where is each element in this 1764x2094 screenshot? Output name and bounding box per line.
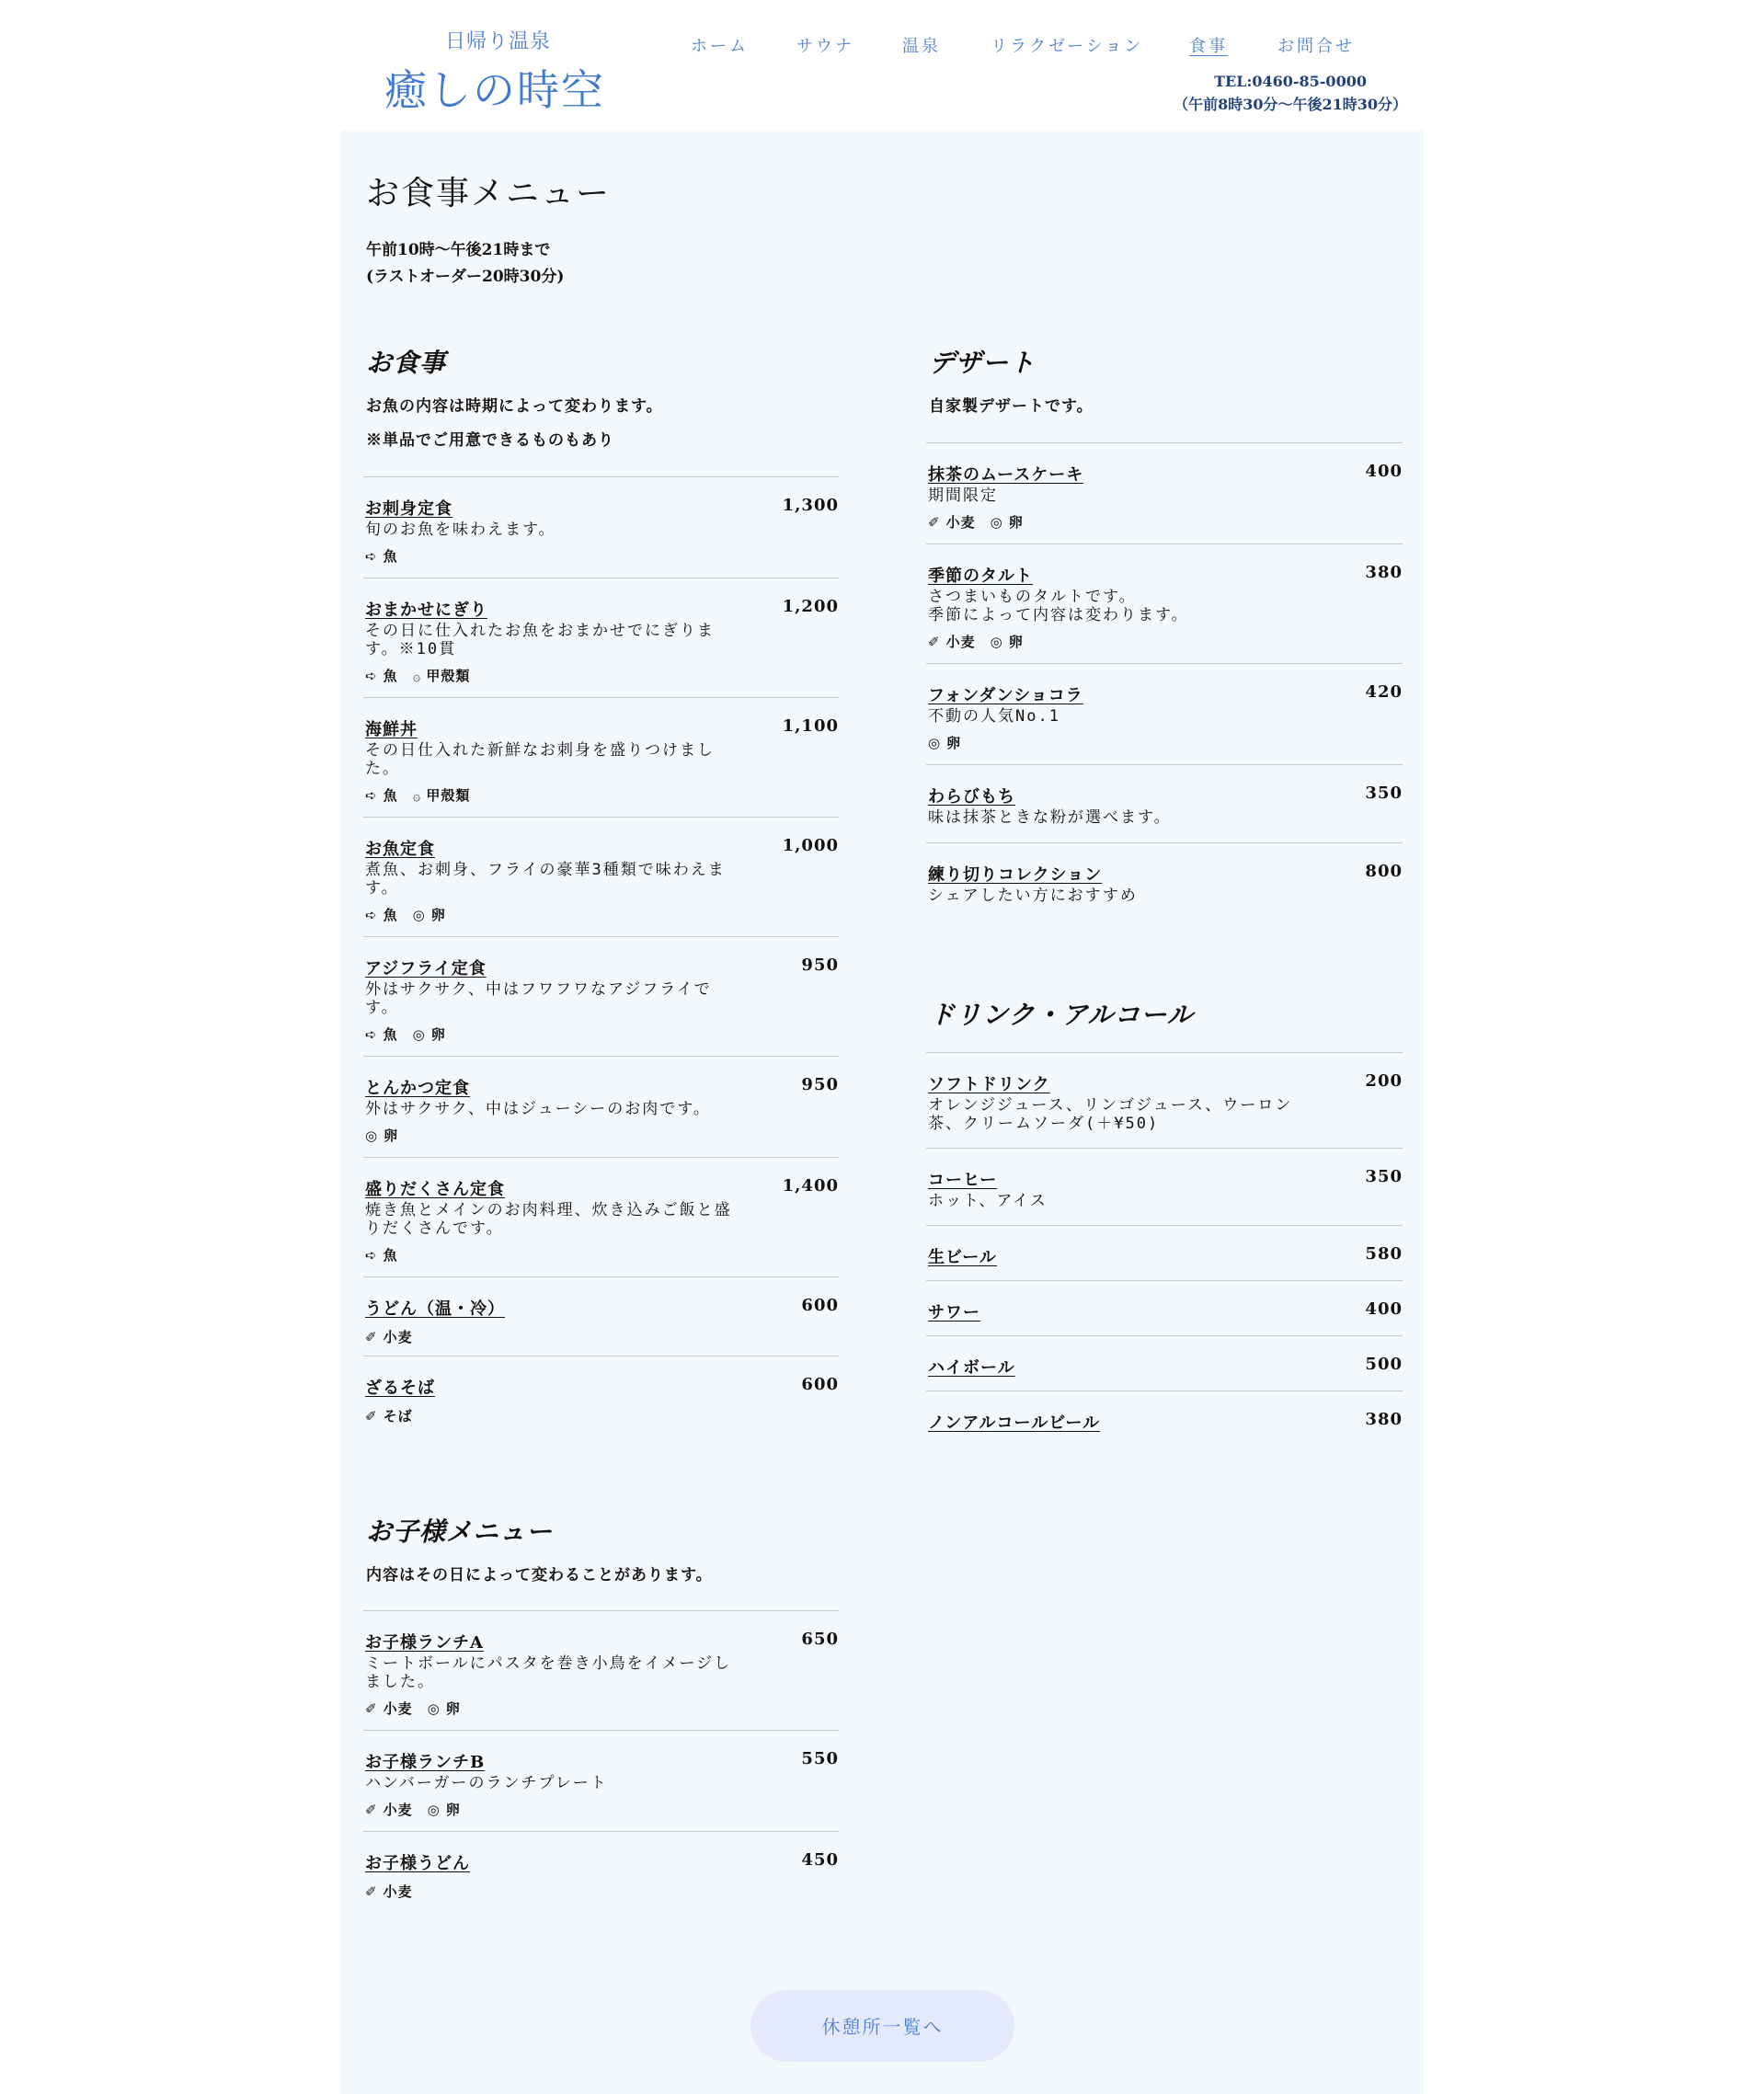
- menu-item-desc: 外はサクサク、中はジューシーのお肉です。: [365, 1100, 711, 1118]
- egg-icon: ◎: [412, 907, 426, 923]
- allergen-label: 魚: [383, 1247, 398, 1264]
- contact-info: [1174, 70, 1407, 116]
- allergen-tag: [413, 1026, 446, 1043]
- menu-item-name[interactable]: お子様うどん: [365, 1854, 470, 1873]
- menu-item-price: 650: [801, 1630, 839, 1649]
- menu-item: [926, 1225, 1403, 1280]
- menu-item: [926, 1390, 1403, 1446]
- allergen-label: 卵: [1008, 634, 1024, 650]
- menu-item: [363, 817, 839, 936]
- meals-title: お食事: [366, 348, 447, 378]
- menu-item: [363, 1056, 839, 1157]
- desserts-list: [926, 442, 1403, 921]
- menu-item-desc: さつまいものタルトです。 季節によって内容は変わります。: [928, 588, 1189, 624]
- menu-item: [363, 1730, 839, 1831]
- nav-home[interactable]: ホーム: [691, 37, 749, 56]
- allergen-tag: [365, 1700, 413, 1717]
- menu-item-name[interactable]: お刺身定食: [365, 499, 452, 519]
- nav-relaxation[interactable]: リラクゼーション: [991, 37, 1144, 56]
- menu-item-name[interactable]: フォンダンショコラ: [928, 686, 1083, 705]
- allergen-label: 魚: [383, 787, 398, 804]
- crustacean-icon: ۞: [412, 787, 421, 804]
- menu-item-price: 380: [1365, 1410, 1403, 1429]
- fish-icon: ➪: [365, 1026, 378, 1043]
- allergen-tag: [928, 735, 961, 751]
- menu-item: [926, 1052, 1403, 1148]
- allergen-tag: [365, 1127, 398, 1144]
- menu-item-price: 580: [1365, 1244, 1403, 1264]
- menu-item: [926, 663, 1403, 764]
- menu-item-desc: 味は抹茶ときな粉が選べます。: [928, 808, 1172, 827]
- menu-item: [363, 1157, 839, 1276]
- fish-icon: ➪: [365, 787, 378, 804]
- menu-item-name[interactable]: ざるそば: [365, 1379, 435, 1398]
- allergen-list: [365, 1327, 837, 1346]
- menu-item-desc: ハンバーガーのランチプレート: [365, 1774, 608, 1792]
- menu-item-price: 600: [801, 1375, 839, 1394]
- allergen-label: 卵: [946, 735, 962, 751]
- menu-item-price: 1,300: [782, 496, 839, 515]
- drinks-title: ドリンク・アルコール: [929, 1000, 1194, 1030]
- menu-item: [363, 1831, 839, 1910]
- rest-area-list-button[interactable]: 休憩所一覧へ: [750, 1990, 1014, 2062]
- menu-item-price: 1,100: [782, 716, 839, 736]
- menu-item-name[interactable]: お魚定食: [365, 840, 435, 859]
- fish-icon: ➪: [365, 1247, 378, 1264]
- menu-item-name[interactable]: とんかつ定食: [365, 1079, 470, 1098]
- drinks-list: [926, 1052, 1403, 1446]
- allergen-label: 小麦: [383, 1700, 413, 1717]
- egg-icon: ◎: [365, 1127, 379, 1144]
- menu-item-price: 400: [1365, 1299, 1403, 1319]
- desserts-desc-line: 自家製デザートです。: [929, 397, 1094, 416]
- allergen-tag: [365, 1408, 413, 1425]
- allergen-list: [365, 1245, 837, 1264]
- wheat-icon: ✐: [365, 1802, 378, 1818]
- meals-desc: [366, 390, 663, 458]
- menu-item-desc: 旬のお魚を味わえます。: [365, 521, 556, 539]
- menu-item-price: 550: [801, 1749, 839, 1768]
- nav-contact[interactable]: お問合せ: [1277, 37, 1355, 56]
- allergen-label: そば: [383, 1408, 413, 1425]
- allergen-label: 卵: [384, 1127, 399, 1144]
- allergen-tag: [928, 514, 976, 531]
- menu-item-desc: 不動の人気No.1: [928, 707, 1060, 726]
- menu-item-desc: その日に仕入れたお魚をおまかせでにぎります。※10貫: [365, 622, 715, 658]
- wheat-icon: ✐: [365, 1329, 378, 1345]
- allergen-label: 卵: [430, 907, 446, 923]
- menu-item-name[interactable]: コーヒー: [928, 1171, 998, 1190]
- allergen-list: [365, 905, 837, 924]
- menu-item-name[interactable]: わらびもち: [928, 787, 1015, 807]
- menu-item-name[interactable]: 季節のタルト: [928, 566, 1033, 586]
- allergen-list: [365, 1800, 837, 1819]
- fish-icon: ➪: [365, 668, 378, 684]
- menu-item-name[interactable]: 練り切りコレクション: [928, 865, 1103, 885]
- allergen-tag: [991, 514, 1024, 531]
- allergen-tag: [413, 907, 446, 923]
- egg-icon: ◎: [928, 735, 942, 751]
- allergen-tag: [365, 907, 398, 923]
- menu-item-desc: 期間限定: [928, 486, 998, 505]
- allergen-label: 魚: [383, 907, 398, 923]
- allergen-tag: [428, 1700, 461, 1717]
- crustacean-icon: ۞: [412, 668, 421, 684]
- menu-item-price: 450: [801, 1850, 839, 1870]
- meals-desc-line: ※単品でご用意できるものもあり: [366, 431, 614, 450]
- menu-item-desc: シェアしたい方におすすめ: [928, 887, 1138, 905]
- fish-icon: ➪: [365, 548, 378, 565]
- opening-hours: [366, 237, 564, 291]
- menu-item-name[interactable]: おまかせにぎり: [365, 601, 487, 620]
- menu-item-desc: ミートボールにパスタを巻き小鳥をイメージしました。: [365, 1654, 732, 1691]
- wheat-icon: ✐: [365, 1700, 378, 1717]
- egg-icon: ◎: [427, 1700, 441, 1717]
- nav-sauna[interactable]: サウナ: [796, 37, 854, 56]
- nav-meal[interactable]: 食事: [1189, 37, 1228, 56]
- egg-icon: ◎: [412, 1026, 426, 1043]
- kids-list: [363, 1610, 839, 1910]
- menu-item-name[interactable]: ソフトドリンク: [928, 1075, 1050, 1094]
- menu-item-desc: ホット、アイス: [928, 1192, 1048, 1210]
- menu-item: [926, 842, 1403, 921]
- allergen-label: 小麦: [383, 1329, 413, 1345]
- menu-item: [926, 544, 1403, 663]
- allergen-label: 甲殻類: [426, 668, 471, 684]
- allergen-tag: [365, 1247, 398, 1264]
- fish-icon: ➪: [365, 907, 378, 923]
- menu-item-price: 200: [1365, 1071, 1403, 1091]
- kids-title: お子様メニュー: [366, 1516, 554, 1547]
- allergen-list: [928, 632, 1401, 651]
- logo-subtitle[interactable]: 日帰り温泉: [445, 30, 552, 53]
- egg-icon: ◎: [990, 634, 1003, 650]
- allergen-tag: [365, 787, 398, 804]
- menu-item-name[interactable]: アジフライ定食: [365, 959, 487, 978]
- menu-item-name[interactable]: 生ビール: [928, 1248, 997, 1267]
- menu-item: [926, 1280, 1403, 1335]
- menu-item: [363, 476, 839, 578]
- menu-item: [363, 1276, 839, 1356]
- allergen-list: [365, 1126, 837, 1145]
- allergen-tag: [991, 634, 1024, 650]
- menu-item-price: 350: [1365, 784, 1403, 803]
- menu-item-price: 1,400: [782, 1176, 839, 1196]
- tel-hours: （午前8時30分～午後21時30分）: [1174, 96, 1407, 113]
- menu-item-desc: その日仕入れた新鮮なお刺身を盛りつけました。: [365, 741, 715, 778]
- allergen-list: [928, 512, 1401, 532]
- menu-item-price: 1,200: [782, 597, 839, 616]
- wheat-icon: ✐: [365, 1883, 378, 1900]
- allergen-label: 卵: [1008, 514, 1024, 531]
- menu-item: [926, 442, 1403, 544]
- menu-item-price: 420: [1365, 682, 1403, 702]
- kids-desc: [366, 1559, 713, 1593]
- allergen-list: [365, 1406, 837, 1425]
- menu-item: [926, 1335, 1403, 1390]
- allergen-list: [365, 785, 837, 805]
- menu-item: [363, 936, 839, 1056]
- allergen-label: 小麦: [383, 1802, 413, 1818]
- menu-item-name[interactable]: 盛りだくさん定食: [365, 1180, 505, 1199]
- menu-item-price: 380: [1365, 563, 1403, 582]
- allergen-label: 卵: [445, 1700, 461, 1717]
- menu-item-price: 600: [801, 1296, 839, 1315]
- logo-title[interactable]: 癒しの時空: [384, 65, 605, 115]
- allergen-label: 魚: [383, 668, 398, 684]
- allergen-list: [365, 1024, 837, 1044]
- menu-item-price: 800: [1365, 862, 1403, 881]
- allergen-tag: [928, 634, 976, 650]
- soba-icon: ✐: [365, 1408, 378, 1425]
- menu-item-name[interactable]: お子様ランチB: [365, 1753, 486, 1772]
- menu-item-price: 950: [801, 1075, 839, 1094]
- egg-icon: ◎: [427, 1802, 441, 1818]
- last-order-line: (ラストオーダー20時30分): [366, 268, 565, 286]
- allergen-list: [928, 733, 1401, 752]
- allergen-label: 小麦: [945, 634, 976, 650]
- menu-item-price: 350: [1365, 1167, 1403, 1186]
- allergen-tag: [365, 1329, 413, 1345]
- menu-item: [926, 764, 1403, 842]
- menu-item-name[interactable]: ノンアルコールビール: [928, 1413, 1101, 1433]
- menu-item-name[interactable]: うどん（温・冷）: [365, 1299, 505, 1319]
- nav-onsen[interactable]: 温泉: [902, 37, 941, 56]
- allergen-tag: [413, 787, 471, 804]
- allergen-tag: [365, 548, 398, 565]
- menu-item-price: 500: [1365, 1355, 1403, 1374]
- desserts-title: デザート: [929, 348, 1037, 378]
- allergen-label: 卵: [445, 1802, 461, 1818]
- menu-item-desc: 焼き魚とメインのお肉料理、炊き込みご飯と盛りだくさんです。: [365, 1201, 732, 1238]
- allergen-label: 小麦: [383, 1883, 413, 1900]
- menu-item-price: 1,000: [782, 836, 839, 855]
- allergen-label: 魚: [383, 548, 398, 565]
- menu-item: [363, 1356, 839, 1435]
- meals-list: [363, 476, 839, 1435]
- menu-item: [363, 1610, 839, 1730]
- menu-item-name[interactable]: 海鮮丼: [365, 720, 418, 739]
- allergen-list: [365, 1882, 837, 1901]
- desserts-desc: [929, 390, 1094, 424]
- allergen-list: [365, 546, 837, 566]
- kids-desc-line: 内容はその日によって変わることがあります。: [366, 1566, 713, 1585]
- allergen-tag: [413, 668, 471, 684]
- menu-item: [363, 578, 839, 697]
- menu-item: [363, 697, 839, 817]
- allergen-label: 小麦: [945, 514, 976, 531]
- allergen-tag: [365, 1802, 413, 1818]
- page-title: お食事メニュー: [366, 175, 612, 212]
- allergen-label: 甲殻類: [426, 787, 471, 804]
- menu-item-name[interactable]: ハイボール: [928, 1358, 1015, 1378]
- allergen-list: [365, 666, 837, 685]
- egg-icon: ◎: [990, 514, 1003, 531]
- menu-item-price: 400: [1365, 462, 1403, 481]
- allergen-tag: [365, 668, 398, 684]
- menu-item-desc: 外はサクサク、中はフワフワなアジフライです。: [365, 980, 712, 1017]
- menu-item-desc: オレンジジュース、リンゴジュース、ウーロン茶、クリームソーダ(＋¥50): [928, 1096, 1293, 1133]
- menu-item-name[interactable]: お子様ランチA: [365, 1633, 484, 1653]
- allergen-label: 卵: [430, 1026, 446, 1043]
- menu-item-desc: 煮魚、お刺身、フライの豪華3種類で味わえます。: [365, 861, 726, 898]
- allergen-list: [365, 1699, 837, 1718]
- menu-item-price: 950: [801, 955, 839, 975]
- meals-desc-line: お魚の内容は時期によって変わります。: [366, 397, 663, 416]
- menu-item-name[interactable]: サワー: [928, 1303, 980, 1322]
- menu-item-name[interactable]: 抹茶のムースケーキ: [928, 465, 1084, 485]
- allergen-tag: [365, 1026, 398, 1043]
- wheat-icon: ✐: [928, 514, 941, 531]
- allergen-tag: [428, 1802, 461, 1818]
- wheat-icon: ✐: [928, 634, 941, 650]
- hours-line: 午前10時～午後21時まで: [366, 241, 551, 259]
- allergen-label: 魚: [383, 1026, 398, 1043]
- site-header: [0, 0, 1764, 131]
- tel-number[interactable]: TEL:0460-85-0000: [1214, 73, 1367, 90]
- menu-item: [926, 1148, 1403, 1225]
- allergen-tag: [365, 1883, 413, 1900]
